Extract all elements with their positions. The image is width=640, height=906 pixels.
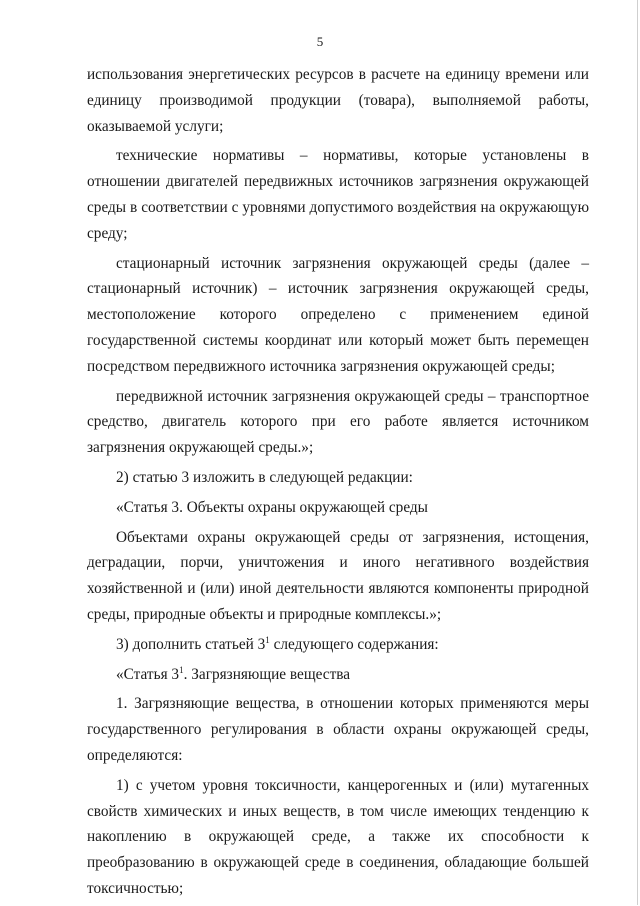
page-edge	[637, 0, 638, 905]
paragraph-4: передвижной источник загрязнения окружающей среды – транспортное средство, двигатель которого при его работе является источником загрязнения окружающей среды.»;	[87, 387, 589, 457]
paragraph-9-sup: 1	[179, 664, 184, 675]
paragraph-11: 1) с учетом уровня токсичности, канцерогенных и (или) мутагенных свойств химических и иных веществ, в том числе имеющих тенденцию к накоплению в окружающей среде, а также их способности к преобразованию в окружающей среде в соединения, обладающие большей токсичностью;	[87, 776, 589, 897]
paragraph-9-before: «Статья 3	[116, 665, 180, 683]
paragraph-8	[87, 632, 589, 658]
paragraph-8-after: следующего содержания:	[269, 635, 439, 653]
paragraph-5: 2) статью 3 изложить в следующей редакции:	[116, 468, 413, 486]
paragraph-6-article-heading: «Статья 3. Объекты охраны окружающей среды	[116, 498, 428, 516]
paragraph-8-sup: 1	[265, 634, 270, 645]
paragraph-8-before: 3) дополнить статьей 3	[116, 635, 266, 653]
paragraph-10: 1. Загрязняющие вещества, в отношении которых применяются меры государственного регулирования в области охраны окружающей среды, определяются:	[87, 695, 589, 764]
document-body	[87, 62, 589, 906]
paragraph-1: использования энергетических ресурсов в расчете на единицу времени или единицу производимой продукции (товара), выполняемой работы, оказываемой услуги;	[87, 66, 589, 135]
paragraph-3: стационарный источник загрязнения окружающей среды (далее – стационарный источник) – источник загрязнения окружающей среды, местоположение которого определено с применением единой государственной системы координат или который может быть перемещен посредством передвижного источника загрязнения окружающей среды;	[87, 254, 589, 375]
paragraph-9-article-heading	[87, 662, 589, 688]
paragraph-9-after: . Загрязняющие вещества	[183, 665, 351, 683]
page-number: 5	[316, 34, 324, 49]
paragraph-2: технические нормативы – нормативы, которые установлены в отношении двигателей передвижных источников загрязнения окружающей среды в соответствии с уровнями допустимого воздействия на окружающую среду;	[87, 147, 589, 242]
paragraph-7: Объектами охраны окружающей среды от загрязнения, истощения, деградации, порчи, уничтожения и иного негативного воздействия хозяйственной и (или) иной деятельности являются компоненты природной среды, природные объекты и природные комплексы.»;	[87, 528, 589, 623]
